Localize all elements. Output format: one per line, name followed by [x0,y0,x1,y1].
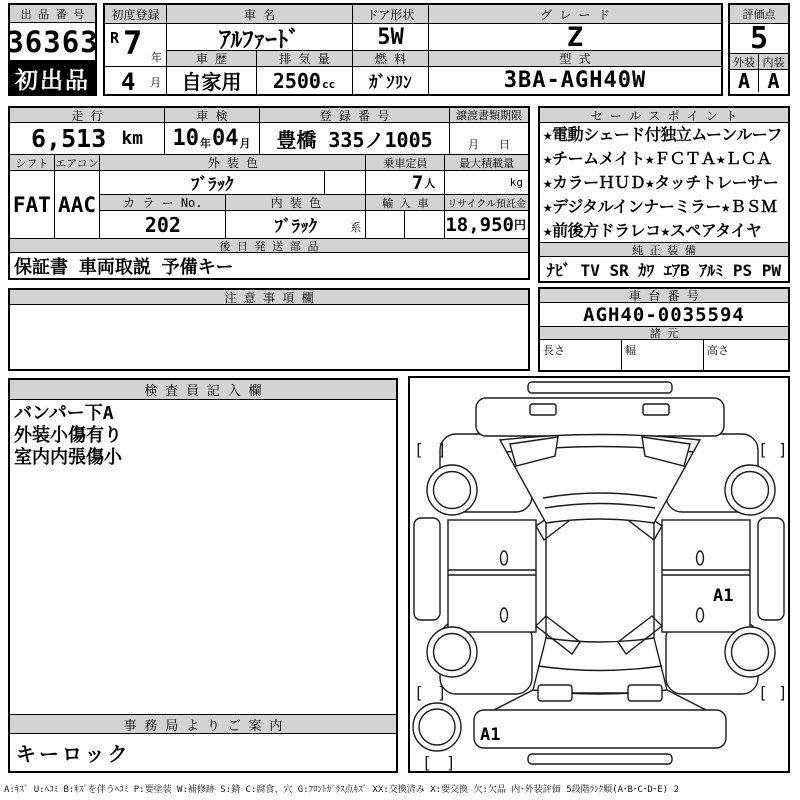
bracket-icon: [ [758,683,768,702]
import-cell-2 [405,211,445,238]
door-shape: 5W [353,24,429,50]
chassis-box [538,287,790,372]
capacity-label: 乗車定員 [366,155,445,170]
chassis-label: 車 台 番 号 [540,289,788,303]
notes-box [8,288,530,371]
notes-content [10,305,528,367]
vehicle-summary-table [103,3,723,96]
mileage-label: 走 行 [10,108,165,122]
displacement-unit: cc [321,78,336,91]
exterior-grade: A [730,70,759,92]
shift-label: シフト [10,155,54,171]
rear-bumper-strip [528,754,672,764]
import-cell-1 [366,211,405,238]
year-unit: 年 [151,51,162,64]
sales-point-line: ★チームメイト★ＦＣＴＡ★ＬＣＡ [543,149,772,168]
capacity-value: 7 [411,171,424,194]
right-rear-door-handle [697,608,704,622]
right-fog-light [643,404,669,415]
exterior-color: ﾌﾞﾗｯｸ [100,171,325,194]
door-shape-label: ドア形状 [353,5,429,23]
inspection-month: 04 [212,126,239,151]
month-unit: 月 [150,76,161,89]
office-value: キーロック [16,742,131,766]
rear-window-sides [533,638,667,690]
first-registration-month: 4 [121,68,136,96]
right-taillight [628,685,662,701]
score-label: 評価点 [730,5,788,24]
later-parts-value: 保証書 車両取説 予備キー [14,256,234,278]
interior-grade-label: 内装 [759,54,788,69]
bracket-icon: ] [778,440,788,459]
sales-point-line: ★前後方ドラレコ★スペアタイヤ [543,221,762,240]
roof-sides [546,523,654,638]
first-registration-label: 初度登録 [105,5,166,24]
chassis-number: AGH40-0035594 [540,303,788,327]
specs-label: 諸 元 [540,327,788,340]
inspector-label: 検 査 員 記 入 欄 [10,380,396,400]
length-label: 長さ [540,340,622,370]
aircon-column [55,155,101,238]
transfer-day-unit: 日 [499,138,510,151]
registration-label: 登 録 番 号 [260,108,450,122]
inspection-month-unit: 月 [239,137,251,150]
rear-bumper [474,710,726,748]
damage-mark-bumper: A1 [480,725,501,745]
max-load-label: 最大積載量 [445,155,528,170]
left-front-door-handle [501,551,508,565]
front-left-wheel [434,472,471,509]
bracket-icon: [ [758,440,768,459]
left-rear-glass [536,616,580,654]
model-code-label: 型 式 [429,51,721,66]
inspector-line: 外装小傷有り [14,425,122,446]
inspection-year-unit: 年 [200,137,211,150]
displacement: 2500 [272,68,321,93]
damage-mark-door: A1 [713,586,734,606]
front-right-wheel [732,472,769,509]
sales-point-line: ★デジタルインナーミラー★ＢＳＭ [543,197,777,216]
rear-left-wheel [434,634,471,671]
exterior-grade-label: 外装 [730,54,759,69]
score-value: 5 [730,24,788,54]
spare-wheel [419,709,455,745]
inspector-box [8,378,398,773]
interior-color: ﾌﾞﾗｯｸ [274,217,318,237]
shift-value: FAT [12,192,51,217]
auction-number-label: 出 品 番 号 [10,5,95,23]
grade: Z [566,24,584,50]
aircon-label: エアコン [55,156,99,170]
later-parts-label: 後 日 発 送 部 品 [10,239,528,253]
sales-points-list [540,123,788,243]
fuel-label: 燃 料 [353,51,429,66]
interior-color-label: 内 装 色 [226,195,366,210]
score-block [728,3,790,96]
front-bumper [476,398,724,436]
inspection-year: 10 [172,126,199,151]
left-sill-panel [414,518,440,620]
height-label: 高さ [707,344,729,357]
interior-color-kei: 系 [350,221,362,234]
sales-point-line: ★電動シェード付独立ムーンルーフ [543,125,782,144]
sales-points-label: セ ー ル ス ポ イ ン ト [540,108,788,123]
notes-label: 注 意 事 項 欄 [10,290,528,305]
grade-label: グ レ ー ド [429,5,721,23]
recycle-unit: 円 [513,218,526,232]
left-door-panel [448,520,536,632]
sales-points-box [538,106,790,283]
bracket-icon: ] [437,440,447,459]
inspector-content [10,400,396,714]
inspector-line: バンパー下A [14,403,114,424]
front-bumper-strip [528,382,672,393]
bracket-icon: ] [437,683,447,702]
inspector-line: 室内内張傷小 [14,447,122,468]
first-registration-month-cell [105,67,166,94]
transfer-docs-label: 譲渡書類期限 [450,108,528,122]
aircon-value: AAC [58,192,96,217]
equipment-value: ﾅﾋﾞ TV SR ｶﾜ ｴｱB ｱﾙﾐ PS PW [546,260,782,280]
width-label: 幅 [622,340,704,370]
capacity-unit: 人 [424,177,436,190]
recycle-label: リサイクル預託金 [445,195,528,210]
shift-column [10,155,55,238]
displacement-label: 排 気 量 [257,51,353,66]
bracket-icon: [ [414,440,424,459]
right-door-panel [662,520,750,632]
first-listing-badge: 初出品 [10,61,95,95]
damage-diagram-box [408,376,790,773]
interior-grade: A [767,70,780,92]
first-registration-year-cell [105,24,166,67]
color-spec-section [10,155,528,239]
bracket-icon: ] [446,753,456,771]
recycle-fee: 18,950 [445,213,514,236]
auction-number: 36363 [10,23,95,61]
right-rear-glass [618,616,662,654]
mileage-value: 6,513 [30,124,107,153]
bracket-icon: [ [422,753,432,771]
transfer-docs-cell [450,123,528,154]
transfer-month-unit: 月 [468,138,479,151]
left-taillight [538,685,572,701]
first-registration-year: 7 [123,24,143,62]
model-code: 3BA-AGH40W [503,68,647,93]
color-grid [100,155,528,238]
history-label: 車 歴 [167,51,257,66]
vehicle-summary-right [167,5,721,94]
car-expanded-diagram [410,378,788,771]
office-label: 事 務 局 よ り ご 案 内 [10,714,396,734]
inspection-label: 車 検 [165,108,260,122]
equipment-label: 純 正 装 備 [540,243,788,257]
car-name: ｱﾙﾌｧｰﾄﾞ [167,24,353,50]
auction-number-block [8,3,97,96]
import-label: 輸 入 車 [366,195,445,210]
left-rear-door-handle [501,608,508,622]
sales-point-line: ★カラーＨＵＤ★タッチトレーサー [543,173,779,192]
era-letter: R [110,29,120,47]
footer-legend: A:ｷｽﾞ U:ﾍｺﾐ B:ｷｽﾞを伴うﾍｺﾐ P:要塗装 W:補修跡 S:錆 C:腐食、穴 G:ﾌﾛﾝﾄｶﾞﾗｽ点ｷｽﾞ XX:交換済み X:要交換 欠:欠品 内･外装評価 5段階ﾗﾝｸ順(A･B･C･D･E) 2 [4,785,679,795]
mileage-unit: km [121,128,143,149]
exterior-color-label: 外 装 色 [100,155,366,170]
history: 自家用 [167,67,257,94]
registration-number: 豊橋 335ノ1005 [260,123,450,154]
color-no-label: カ ラ ー No. [100,195,226,210]
fuel: ｶﾞｿﾘﾝ [353,67,429,94]
first-registration-column [105,5,167,94]
car-name-label: 車 名 [167,5,353,23]
bracket-icon: ] [778,683,788,702]
rear-right-wheel [732,634,769,671]
max-load-unit: kg [509,176,523,189]
vehicle-detail-table [8,106,530,280]
exterior-color-extra-cell [325,171,366,194]
right-sill-panel [758,518,784,620]
left-fog-light [530,404,556,415]
right-front-door-handle [697,551,704,565]
color-no: 202 [100,211,226,238]
bracket-icon: [ [414,683,424,702]
